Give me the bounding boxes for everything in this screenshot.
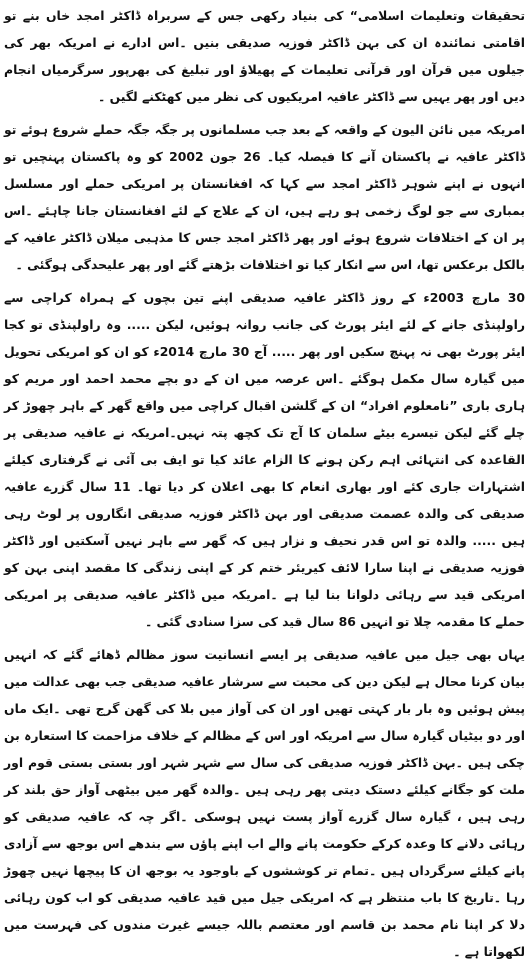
paragraph: یہاں بھی جیل میں عافیہ صدیقی پر ایسے انسانیت سوز مظالم ڈھائے گئے کہ انہیں بیان کرنا محال ہے لیکن دین کی محبت سے سرشار عافیہ صدیقی جب بھی عدالت میں پیش ہوئیں وہ بار بار کہتی تھیں اور ان کی آواز میں بلا کی گھن گرج تھی ۔ایک ماں اور دو بیٹیاں گیارہ سال سے امریکہ اور اس کے مظالم کے خلاف مزاحمت کا استعارہ بن چکی ہیں ۔بہن ڈاکٹر فوزیہ صدیقی کی سال سے شہر شہر اور بستی بستی قوم اور ملت کو جگانے کیلئے دستک دیتی پھر رہی ہیں ۔والدہ گھر میں بیٹھی آواز حق بلند کر رہی ہیں ، گیارہ سال گزرے آواز پست نہیں ہوسکی ۔اگر چہ کہ عافیہ صدیقی کو رہائی دلانے کا وعدہ کرکے حکومت پانے والے اب اپنے پاؤں سے بندھے اس بوجھ سے آزادی پانے کیلئے سرگرداں ہیں ۔تمام تر کوششوں کے باوجود یہ بوجھ ان کا پیچھا نہیں چھوڑ رہا ۔تاریخ کا باب منتظر ہے کہ امریکی جیل میں قید عافیہ صدیقی کو اب کون رہائی دلا کر اپنا نام محمد بن قاسم اور معتصم باللہ جیسے غیرت مندوں کی فہرست میں لکھواتا ہے ۔	[4, 647, 525, 959]
paragraph: امریکہ میں نائن الیون کے واقعہ کے بعد جب مسلمانوں پر جگہ جگہ حملے شروع ہوئے تو ڈاکٹر عافیہ نے پاکستان آنے کا فیصلہ کیا۔ 26 جون 2002 کو وہ پاکستان پہنچیں تو انہوں نے اپنے شوہر ڈاکٹر امجد سے کہا کہ افغانستان پر امریکی حملے اور مسلسل بمباری سے جو لوگ زخمی ہو رہے ہیں، ان کے علاج کے لئے افغانستان جانا چاہئے ۔اس پر ان کے اختلافات شروع ہوئے اور پھر ڈاکٹر امجد جس کا مذہبی میلان ڈاکٹر عافیہ کے بالکل برعکس تھا، اس سے انکار کیا تو اختلافات بڑھتے گئے اور پھر علیحدگی ہوگئی ۔	[4, 122, 525, 272]
paragraph: تحقیقات وتعلیمات اسلامی“ کی بنیاد رکھی جس کے سربراہ ڈاکٹر امجد خاں بنے تو اقامتی نمائندہ ان کی بہن ڈاکٹر فوزیہ صدیقی بنیں ۔اس ادارے نے امریکہ بھر کی جیلوں میں قرآن اور قرآنی تعلیمات کے پھیلاؤ اور تبلیغ کی بھرپور سرگرمیاں انجام دیں اور پھر یہیں سے ڈاکٹر عافیہ امریکیوں کی نظر میں کھٹکنے لگیں ۔	[4, 8, 525, 104]
paragraph: 30 مارچ 2003ء کے روز ڈاکٹر عافیہ صدیقی اپنے تین بچوں کے ہمراہ کراچی سے راولپنڈی جانے کے لئے ایئر پورٹ کی جانب روانہ ہوئیں، لیکن ..... وہ راولپنڈی تو کجا ایئر پورٹ بھی نہ پہنچ سکیں اور پھر ..... آج 30 مارچ 2014ء کو ان کو امریکی تحویل میں گیارہ سال مکمل ہوگئے ۔اس عرصہ میں ان کے دو بچے محمد احمد اور مریم کو ہاری باری ”نامعلوم افراد“ ان کے گلشن اقبال کراچی میں واقع گھر کے باہر چھوڑ کر چلے گئے لیکن تیسرے بیٹے سلمان کا آج تک کچھ پتہ نہیں۔امریکہ نے عافیہ صدیقی پر القاعدہ کی انتہائی اہم رکن ہونے کا الزام عائد کیا تو ایف بی آئی نے گرفتاری کیلئے اشتہارات جاری کئے اور بھاری انعام کا بھی اعلان کر دیا تھا۔ 11 سال گزرے عافیہ صدیقی کی والدہ عصمت صدیقی اور بہن ڈاکٹر فوزیہ صدیقی انگاروں پر لوٹ رہی ہیں ..... والدہ تو اس قدر نحیف و نزار ہیں کہ گھر سے باہر نہیں آسکتیں اور ڈاکٹر فوزیہ صدیقی نے اپنا سارا لائف کیریئر ختم کر کے اپنی زندگی کا مقصد اپنی بہن کو امریکی قید سے رہائی دلوانا بنا لیا ہے ۔امریکہ میں ڈاکٹر عافیہ صدیقی پر امریکی حملے کا مقدمہ چلا تو انہیں 86 سال قید کی سزا سنادی گئی ۔	[4, 290, 526, 629]
